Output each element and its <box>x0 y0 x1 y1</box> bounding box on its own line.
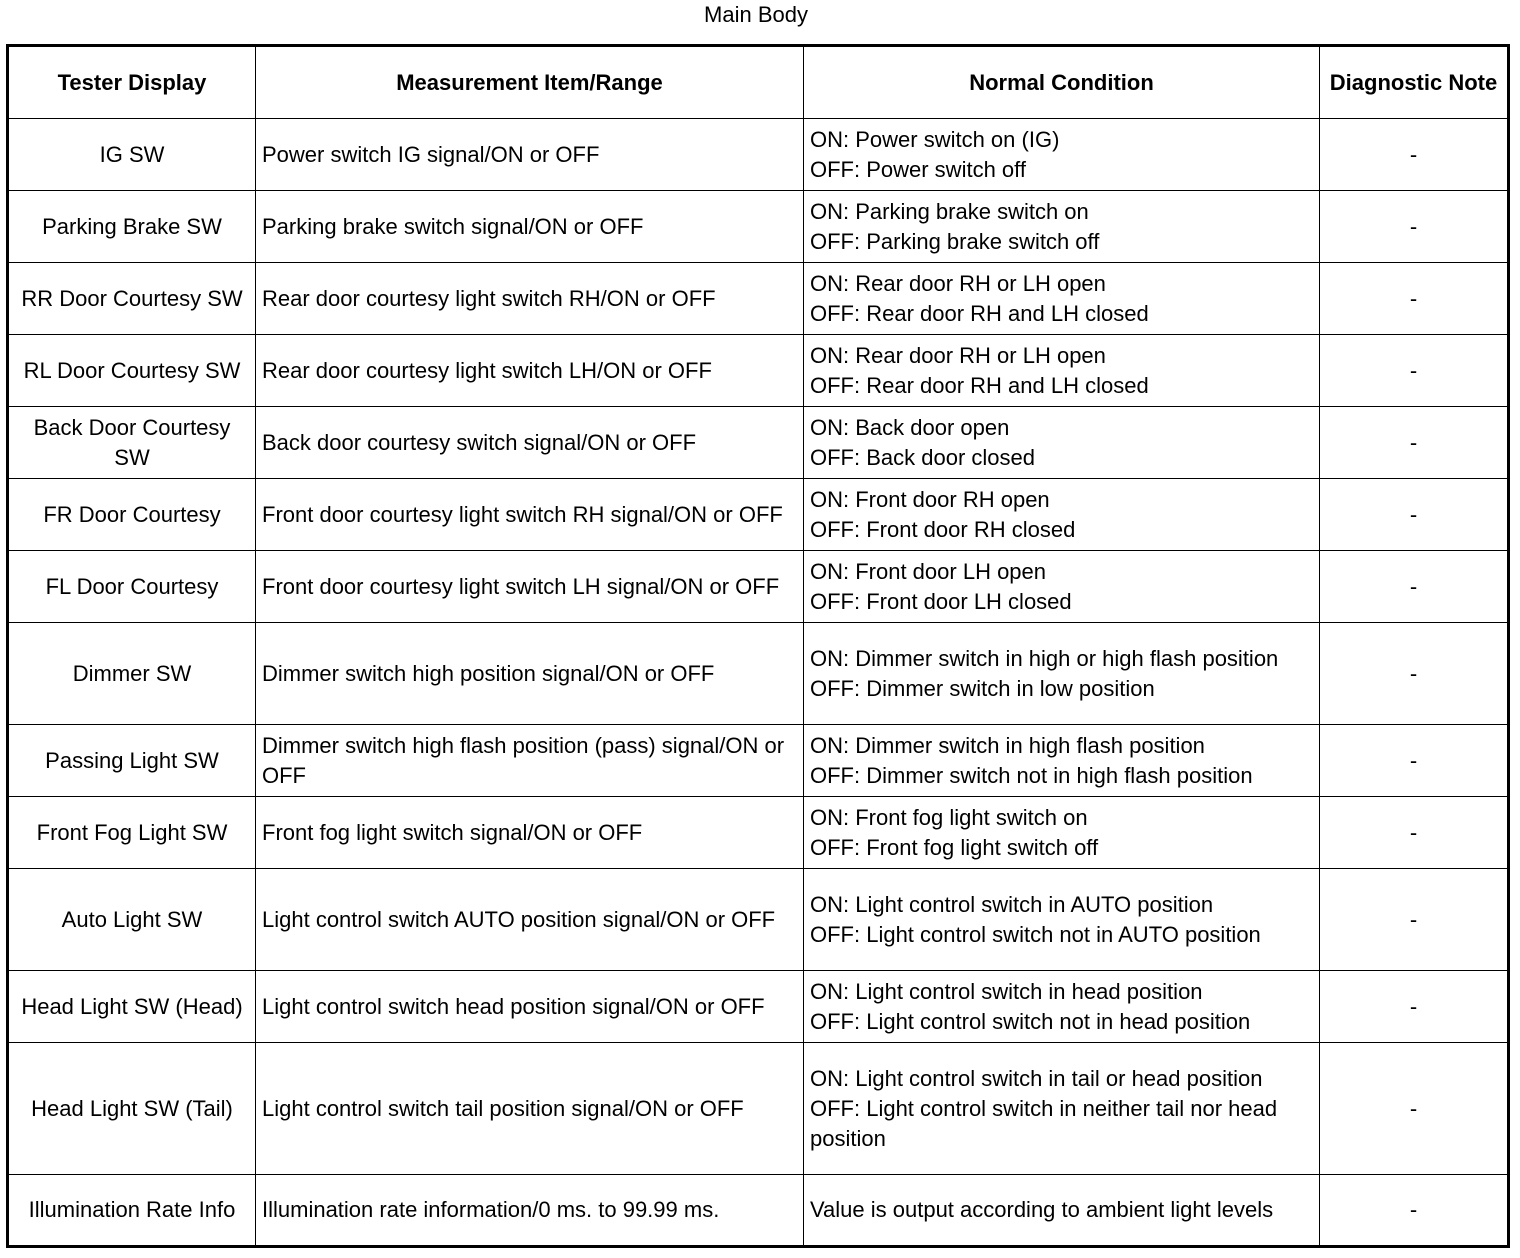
cell-normal-condition <box>804 479 1320 551</box>
table-row <box>8 479 1509 551</box>
condition-line: ON: Front fog light switch on <box>810 804 1088 830</box>
cell-diagnostic-note: - <box>1320 119 1509 191</box>
cell-normal-condition <box>804 407 1320 479</box>
table-row <box>8 869 1509 971</box>
condition-line: OFF: Power switch off <box>810 156 1026 182</box>
cell-measurement: Illumination rate information/0 ms. to 99.99 ms. <box>256 1175 804 1247</box>
cell-tester-display: FR Door Courtesy <box>8 479 256 551</box>
condition-line: ON: Power switch on (IG) <box>810 126 1060 152</box>
cell-measurement: Parking brake switch signal/ON or OFF <box>256 191 804 263</box>
table-row <box>8 263 1509 335</box>
table-row <box>8 725 1509 797</box>
condition-line: OFF: Rear door RH and LH closed <box>810 300 1149 326</box>
cell-diagnostic-note: - <box>1320 869 1509 971</box>
condition-line: OFF: Dimmer switch not in high flash position <box>810 762 1253 788</box>
cell-tester-display: FL Door Courtesy <box>8 551 256 623</box>
condition-line: ON: Light control switch in tail or head position <box>810 1065 1263 1091</box>
table-row <box>8 407 1509 479</box>
cell-tester-display: Illumination Rate Info <box>8 1175 256 1247</box>
cell-measurement: Light control switch tail position signal/ON or OFF <box>256 1043 804 1175</box>
cell-tester-display: IG SW <box>8 119 256 191</box>
table-row <box>8 191 1509 263</box>
cell-tester-display: RL Door Courtesy SW <box>8 335 256 407</box>
cell-measurement: Dimmer switch high flash position (pass) signal/ON or OFF <box>256 725 804 797</box>
cell-normal-condition <box>804 1175 1320 1247</box>
cell-diagnostic-note: - <box>1320 1043 1509 1175</box>
condition-line: Value is output according to ambient light levels <box>810 1197 1274 1222</box>
cell-tester-display: Back Door Courtesy SW <box>8 407 256 479</box>
header-row <box>8 46 1509 119</box>
condition-line: OFF: Dimmer switch in low position <box>810 675 1155 701</box>
table-row <box>8 797 1509 869</box>
cell-normal-condition <box>804 119 1320 191</box>
cell-diagnostic-note: - <box>1320 971 1509 1043</box>
cell-measurement: Back door courtesy switch signal/ON or OFF <box>256 407 804 479</box>
condition-line: OFF: Rear door RH and LH closed <box>810 372 1149 398</box>
cell-measurement: Front fog light switch signal/ON or OFF <box>256 797 804 869</box>
cell-normal-condition <box>804 725 1320 797</box>
table-row <box>8 551 1509 623</box>
cell-diagnostic-note: - <box>1320 797 1509 869</box>
cell-normal-condition <box>804 1043 1320 1175</box>
condition-line: ON: Dimmer switch in high flash position <box>810 732 1205 758</box>
cell-diagnostic-note: - <box>1320 551 1509 623</box>
cell-measurement: Light control switch head position signal/ON or OFF <box>256 971 804 1043</box>
table-row <box>8 1043 1509 1175</box>
condition-line: OFF: Parking brake switch off <box>810 228 1100 254</box>
header-measurement: Measurement Item/Range <box>256 46 804 119</box>
condition-line: OFF: Front door RH closed <box>810 516 1076 542</box>
cell-measurement: Rear door courtesy light switch RH/ON or OFF <box>256 263 804 335</box>
cell-tester-display: Dimmer SW <box>8 623 256 725</box>
condition-line: OFF: Light control switch not in head position <box>810 1008 1251 1034</box>
cell-diagnostic-note: - <box>1320 623 1509 725</box>
cell-measurement: Dimmer switch high position signal/ON or OFF <box>256 623 804 725</box>
cell-tester-display: Parking Brake SW <box>8 191 256 263</box>
table-row <box>8 1175 1509 1247</box>
table-caption: Main Body <box>704 2 808 27</box>
condition-line: ON: Rear door RH or LH open <box>810 342 1106 368</box>
header-tester-display: Tester Display <box>8 46 256 119</box>
cell-diagnostic-note: - <box>1320 335 1509 407</box>
cell-normal-condition <box>804 191 1320 263</box>
header-normal-condition: Normal Condition <box>804 46 1320 119</box>
cell-normal-condition <box>804 971 1320 1043</box>
table-row <box>8 119 1509 191</box>
condition-line: ON: Parking brake switch on <box>810 198 1089 224</box>
condition-line: ON: Light control switch in head position <box>810 978 1203 1004</box>
cell-diagnostic-note: - <box>1320 407 1509 479</box>
cell-tester-display: Head Light SW (Head) <box>8 971 256 1043</box>
condition-line: OFF: Front fog light switch off <box>810 834 1099 860</box>
condition-line: ON: Light control switch in AUTO position <box>810 891 1214 917</box>
condition-line: OFF: Front door LH closed <box>810 588 1072 614</box>
condition-line: ON: Front door LH open <box>810 558 1047 584</box>
condition-line: ON: Dimmer switch in high or high flash position <box>810 645 1279 671</box>
header-diagnostic-note: Diagnostic Note <box>1320 46 1509 119</box>
cell-measurement: Front door courtesy light switch RH signal/ON or OFF <box>256 479 804 551</box>
condition-line: OFF: Light control switch not in AUTO position <box>810 921 1261 947</box>
cell-tester-display: RR Door Courtesy SW <box>8 263 256 335</box>
cell-measurement: Power switch IG signal/ON or OFF <box>256 119 804 191</box>
table-row <box>8 971 1509 1043</box>
table-row <box>8 623 1509 725</box>
cell-normal-condition <box>804 623 1320 725</box>
cell-diagnostic-note: - <box>1320 191 1509 263</box>
cell-normal-condition <box>804 551 1320 623</box>
cell-measurement: Light control switch AUTO position signal/ON or OFF <box>256 869 804 971</box>
condition-line: ON: Rear door RH or LH open <box>810 270 1106 296</box>
cell-normal-condition <box>804 335 1320 407</box>
condition-line: ON: Front door RH open <box>810 486 1050 512</box>
cell-normal-condition <box>804 797 1320 869</box>
cell-measurement: Front door courtesy light switch LH signal/ON or OFF <box>256 551 804 623</box>
cell-normal-condition <box>804 869 1320 971</box>
condition-line: OFF: Light control switch in neither tail nor head position <box>810 1095 1278 1151</box>
table-row <box>8 335 1509 407</box>
cell-tester-display: Auto Light SW <box>8 869 256 971</box>
cell-diagnostic-note: - <box>1320 725 1509 797</box>
condition-line: OFF: Back door closed <box>810 444 1035 470</box>
cell-diagnostic-note: - <box>1320 1175 1509 1247</box>
cell-normal-condition <box>804 263 1320 335</box>
cell-diagnostic-note: - <box>1320 479 1509 551</box>
condition-line: ON: Back door open <box>810 414 1010 440</box>
cell-measurement: Rear door courtesy light switch LH/ON or OFF <box>256 335 804 407</box>
cell-tester-display: Front Fog Light SW <box>8 797 256 869</box>
cell-tester-display: Passing Light SW <box>8 725 256 797</box>
data-table <box>6 44 1510 1248</box>
cell-tester-display: Head Light SW (Tail) <box>8 1043 256 1175</box>
cell-diagnostic-note: - <box>1320 263 1509 335</box>
